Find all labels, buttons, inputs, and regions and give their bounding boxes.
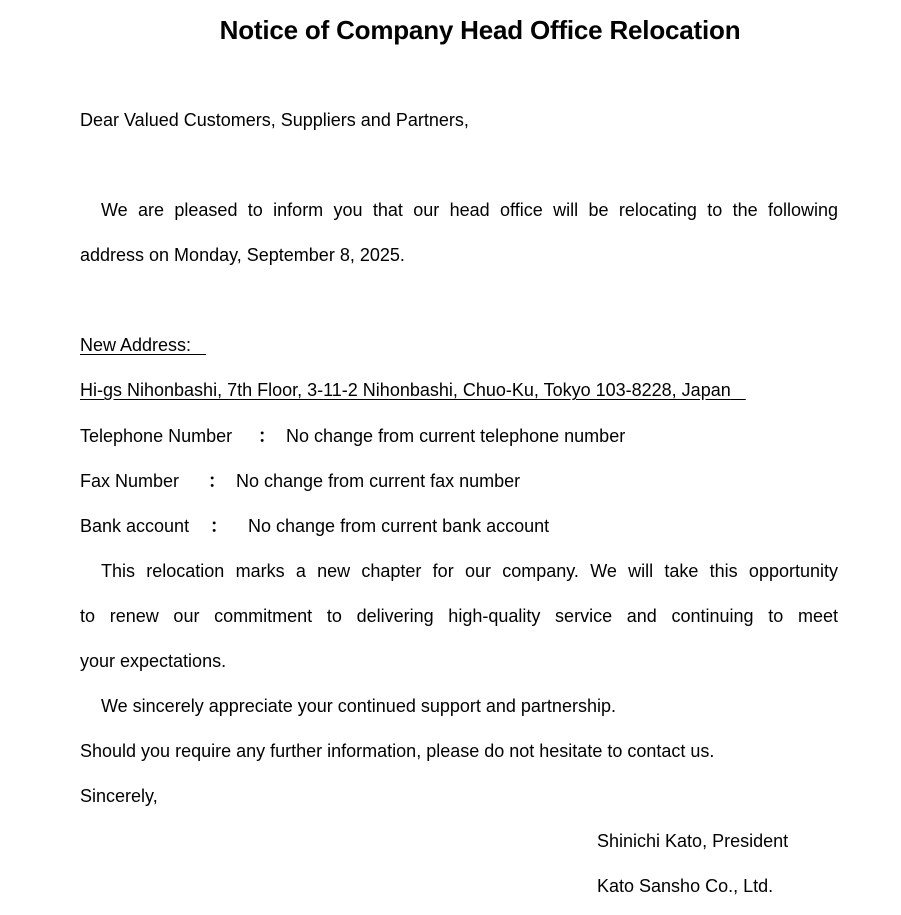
telephone-colon: ：: [258, 426, 276, 446]
new-address-label: New Address:: [80, 335, 192, 355]
new-address: Hi-gs Nihonbashi, 7th Floor, 3-11-2 Nihonbashi, Chuo-Ku, Tokyo 103-8228, Japan: [80, 380, 731, 400]
intro-line-1: We are pleased to inform you that our head office will be relocating to the following: [101, 200, 838, 220]
salutation: Dear Valued Customers, Suppliers and Partners,: [80, 110, 469, 130]
body-line-3: your expectations.: [80, 651, 227, 671]
signature-company: Kato Sansho Co., Ltd.: [597, 876, 774, 896]
fax-row: [80, 469, 520, 493]
bank-label: Bank account: [80, 516, 190, 536]
telephone-row: [80, 424, 625, 448]
intro-line-2: address on Monday, September 8, 2025.: [80, 245, 405, 265]
document-title: Notice of Company Head Office Relocation: [219, 15, 741, 45]
bank-value: No change from current bank account: [248, 516, 550, 536]
body-line-1: This relocation marks a new chapter for our company. We will take this opportunity: [101, 561, 838, 581]
telephone-value: No change from current telephone number: [286, 426, 626, 446]
telephone-label: Telephone Number: [80, 426, 233, 446]
contact-line: Should you require any further information, please do not hesitate to contact us.: [80, 741, 715, 761]
appreciation: We sincerely appreciate your continued support and partnership.: [101, 696, 616, 716]
closing: Sincerely,: [80, 786, 158, 806]
bank-row: [80, 514, 549, 538]
fax-colon: ：: [208, 471, 226, 491]
fax-label: Fax Number: [80, 471, 180, 491]
signature-name: Shinichi Kato, President: [597, 831, 789, 851]
body-line-2: to renew our commitment to delivering high-quality service and continuing to meet: [80, 606, 838, 626]
bank-colon: ：: [210, 516, 228, 536]
fax-value: No change from current fax number: [236, 471, 521, 491]
